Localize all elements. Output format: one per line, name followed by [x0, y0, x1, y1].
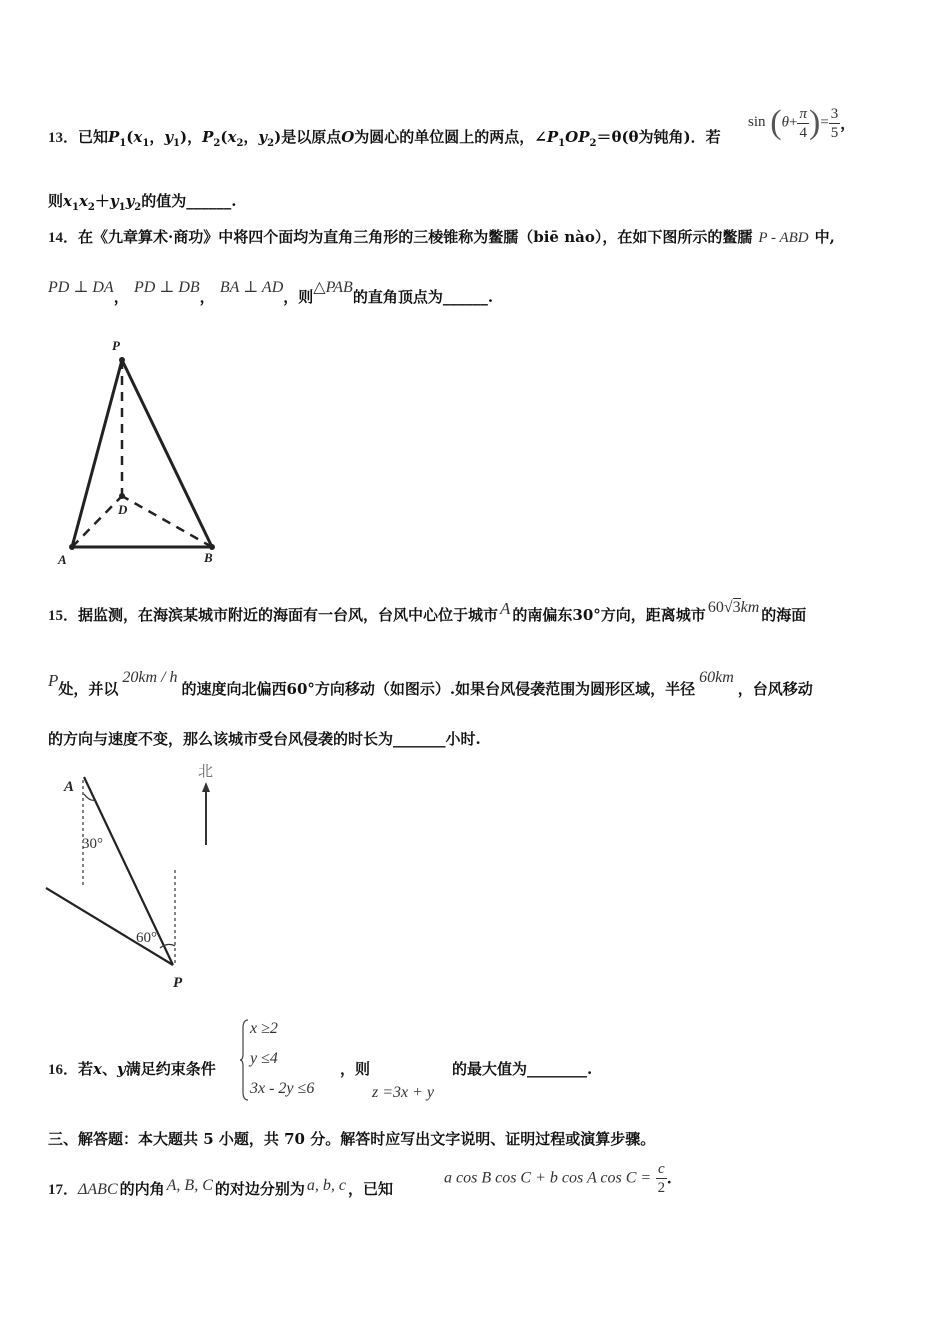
q16-constraint-2: y ≤4: [250, 1050, 278, 1067]
q16-line: 16．若x、y满足约束条件: [48, 1060, 216, 1078]
q14-number: 14．: [48, 230, 79, 246]
q15-answer-blank[interactable]: _______: [393, 730, 446, 748]
edge-pb: [122, 360, 212, 547]
q14-line1: 14．在《九章算术·商功》中将四个面均为直角三角形的三棱锥称为鳖臑（biē nào），在如下图所示的鳖臑 P - ABD 中,: [48, 228, 835, 246]
edge-pa: [72, 360, 122, 547]
q13-answer-blank[interactable]: ______: [186, 192, 232, 210]
label-p: P: [112, 338, 120, 353]
section-3-heading: 三、解答题：本大题共 5 小题，共 70 分。解答时应写出文字说明、证明过程或演算步骤。: [48, 1130, 656, 1148]
q13-line2: 则$x_1x_2+y_1y_2$的值为______.: [48, 192, 237, 213]
q15-number: 15．: [48, 608, 79, 624]
q16-number: 16．: [48, 1062, 79, 1078]
label-30deg: 30°: [82, 836, 103, 852]
q15-line3: 的方向与速度不变，那么该城市受台风侵袭的时长为_______小时.: [48, 730, 481, 748]
q17-equation: a cos B cos C + b cos A cos C = $\frac{c}{2}$ .: [444, 1161, 672, 1196]
q16-answer-blank[interactable]: ________: [527, 1060, 588, 1078]
q14-line2: PD ⊥ DA， PD ⊥ DB， BA ⊥ AD，则△PAB的直角顶点为______.: [48, 279, 494, 306]
label-a: A: [64, 779, 75, 795]
q16-constraint-3: 3x - 2y ≤6: [250, 1080, 315, 1097]
q17-line: 17．ΔABC 的内角 A, B, C 的对边分别为 a, b, c ，已知: [48, 1177, 393, 1198]
label-p: P: [173, 975, 183, 991]
q13-line1: 13．已知$P_1(x_1$，$y_1$)，$P_2(x_2$，$y_2$)是以原点O为圆心的单位圆上的两点，$\angle P_1OP_2=\theta(\theta$为钝角)．若: [48, 128, 721, 149]
q13-sin-equation: sin (θ+ $\frac{\pi}{4}$ )= $\frac{3}{5}$ ，: [748, 104, 856, 141]
q14-answer-blank[interactable]: ______: [442, 288, 488, 306]
label-60deg: 60°: [136, 930, 157, 946]
label-d: D: [118, 502, 128, 517]
q14-tetrahedron-figure: [40, 330, 240, 575]
q16-constraint-1: x ≥2: [250, 1020, 278, 1037]
label-a: A: [58, 552, 67, 567]
q16-tail: ，则: [340, 1060, 371, 1078]
q13-number: 13．: [48, 130, 79, 146]
q16-tail2: 的最大值为________.: [452, 1060, 593, 1078]
q15-typhoon-figure: [40, 760, 240, 995]
q16-objective: z =3x + y: [372, 1084, 435, 1101]
q17-number: 17．: [48, 1182, 79, 1198]
q15-line1: 15．据监测，在海滨某城市附近的海面有一台风，台风中心位于城市 A 的南偏东30°方向，距离城市 60√3km 的海面: [48, 599, 807, 624]
label-b: B: [204, 550, 213, 565]
q15-line2: P处，并以20km / h的速度向北偏西60°方向移动（如图示）.如果台风侵袭范围为圆形区域，半径60km，台风移动: [48, 669, 813, 698]
q16-constraint-system: [240, 1018, 340, 1102]
angle-arc-p: [160, 944, 175, 948]
north-label: 北: [198, 764, 214, 780]
north-arrow-head: [202, 782, 210, 792]
